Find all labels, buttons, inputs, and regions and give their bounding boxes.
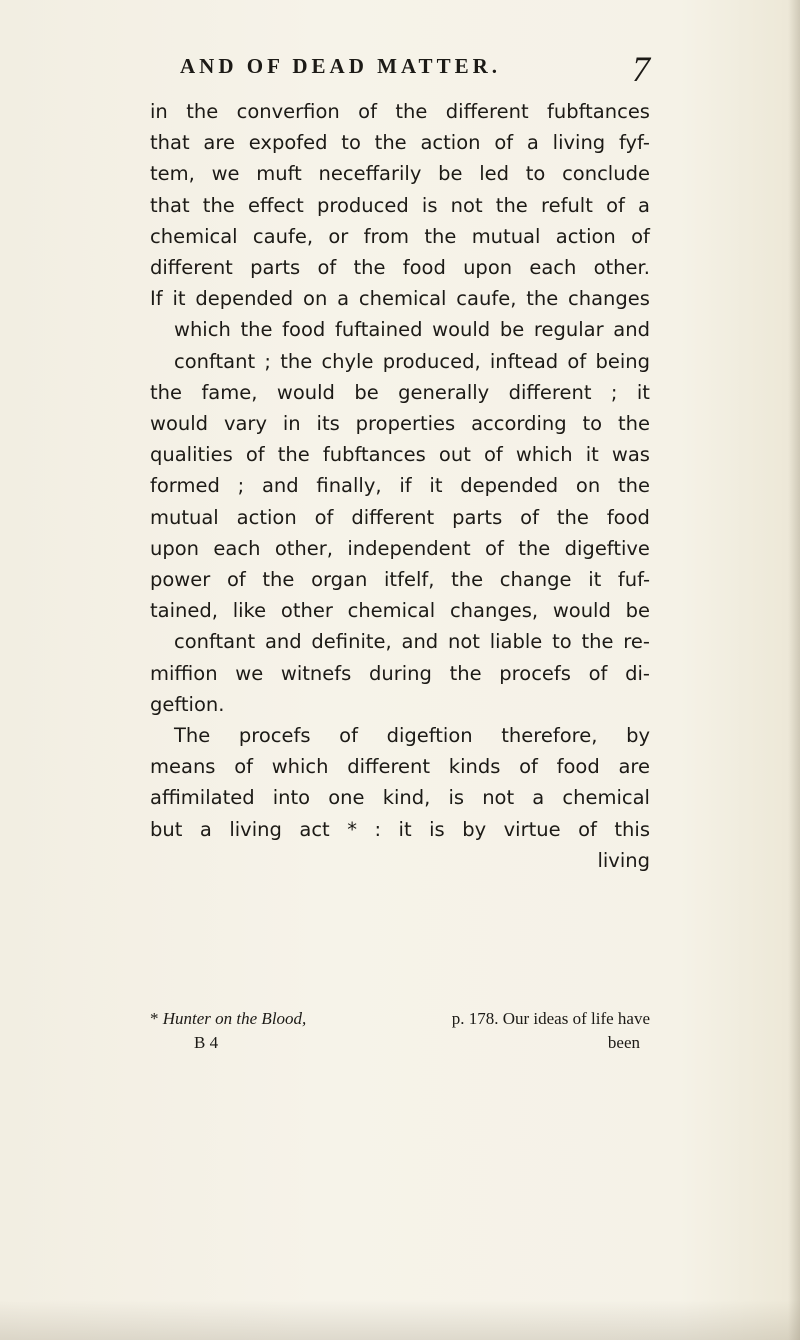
word: If xyxy=(150,287,163,311)
word: and xyxy=(261,474,299,498)
word: being xyxy=(595,349,650,373)
catchword-line xyxy=(150,845,650,876)
word: fame, xyxy=(201,380,258,404)
word: changes xyxy=(568,287,650,311)
word: muft xyxy=(256,162,302,186)
word: food xyxy=(556,755,600,779)
word: to xyxy=(341,131,361,155)
word: and xyxy=(264,630,302,654)
text-line xyxy=(150,408,650,439)
catchword: been xyxy=(607,1033,640,1052)
word: power xyxy=(150,568,211,592)
word: the xyxy=(617,412,650,436)
word: fyf- xyxy=(618,131,650,155)
word: led xyxy=(479,162,510,186)
word: procefs xyxy=(499,661,571,685)
page-header xyxy=(150,49,650,92)
word: act xyxy=(299,817,330,841)
word: chemical xyxy=(358,287,447,311)
word: be xyxy=(625,599,650,623)
word: which xyxy=(174,318,231,342)
word: independent xyxy=(347,536,471,560)
word: the xyxy=(374,131,407,155)
word: we xyxy=(235,661,264,685)
word: a xyxy=(337,287,350,311)
word: each xyxy=(529,256,577,280)
word: which xyxy=(271,755,329,779)
word: would xyxy=(150,412,209,436)
word: into xyxy=(272,786,311,810)
word: and xyxy=(613,318,650,342)
word: of xyxy=(494,131,514,155)
text-line xyxy=(150,158,650,189)
word: caufe, xyxy=(456,287,517,311)
word: if xyxy=(399,474,412,498)
word: the xyxy=(186,100,219,123)
word: we xyxy=(211,162,240,186)
word: living xyxy=(552,131,606,155)
word: the xyxy=(518,536,551,560)
word: itfelf, xyxy=(384,568,435,592)
text-line xyxy=(150,377,650,408)
word: fuf- xyxy=(617,568,650,592)
word: therefore, xyxy=(501,724,598,748)
word: caufe, xyxy=(252,224,314,248)
word: the xyxy=(495,193,528,217)
word: by xyxy=(462,817,487,841)
word: * xyxy=(347,817,357,841)
word: of xyxy=(606,193,625,217)
word: that xyxy=(150,131,190,155)
text-line xyxy=(150,595,650,626)
word: a xyxy=(532,786,545,810)
word: action xyxy=(236,505,297,529)
word: qualities xyxy=(150,443,233,467)
word: and xyxy=(401,630,439,654)
word: are xyxy=(203,131,235,155)
page-number: 7 xyxy=(632,49,650,89)
text-line xyxy=(150,190,650,221)
word: to xyxy=(552,630,572,654)
word: refult xyxy=(541,193,593,217)
word: of xyxy=(483,443,503,467)
text-line xyxy=(150,470,650,501)
text-line xyxy=(150,502,650,533)
word: of xyxy=(234,755,253,779)
word: in xyxy=(150,100,168,123)
word: living xyxy=(229,817,282,841)
word: ; xyxy=(237,474,245,498)
word: depended xyxy=(460,474,559,498)
word: other, xyxy=(274,536,333,560)
word: witnefs xyxy=(280,661,352,685)
word: liable xyxy=(489,630,543,654)
word: this xyxy=(614,817,650,841)
text-line xyxy=(150,127,650,158)
word: a xyxy=(199,817,212,841)
word: one xyxy=(328,786,365,810)
word: re- xyxy=(623,630,650,654)
signature-mark: B 4 xyxy=(194,1033,219,1052)
word: digeftion xyxy=(386,724,473,748)
word: affimilated xyxy=(150,786,255,810)
word: expofed xyxy=(248,131,328,155)
word: the xyxy=(581,630,614,654)
word: the xyxy=(262,568,295,592)
word: the xyxy=(617,474,650,498)
word: the xyxy=(277,443,310,467)
word: of xyxy=(567,349,587,373)
word: of xyxy=(588,661,608,685)
text-line xyxy=(150,814,650,845)
word: the xyxy=(353,256,386,280)
word: different xyxy=(508,380,592,404)
text-line xyxy=(150,96,650,127)
footnote-source: Hunter on the Blood, xyxy=(162,1009,307,1028)
word: chyle xyxy=(321,349,374,373)
word: but xyxy=(150,817,183,841)
word: upon xyxy=(463,256,513,280)
word: would xyxy=(432,318,491,342)
word: different xyxy=(150,256,233,280)
word: action xyxy=(555,224,616,248)
word: the xyxy=(449,661,482,685)
word: action xyxy=(420,131,481,155)
word: be xyxy=(354,380,379,404)
word: tem, xyxy=(150,162,195,186)
text-line xyxy=(150,658,650,689)
word: the xyxy=(240,318,273,342)
word: a xyxy=(526,131,539,155)
word: different xyxy=(445,100,529,123)
word: fubftances xyxy=(322,443,426,467)
footnote xyxy=(150,1007,650,1055)
text-line xyxy=(150,439,650,470)
running-head: AND OF DEAD MATTER. xyxy=(180,54,501,78)
word: not xyxy=(482,786,515,810)
word: effect xyxy=(248,193,304,217)
word: of xyxy=(520,505,539,529)
text-line xyxy=(150,751,650,782)
word: kinds xyxy=(448,755,501,779)
word: vary xyxy=(223,412,267,436)
word: produced, xyxy=(382,349,481,373)
word: it xyxy=(588,568,602,592)
word: of xyxy=(631,224,650,248)
word: the xyxy=(451,568,484,592)
word: not xyxy=(447,630,480,654)
word: it xyxy=(429,474,443,498)
text-line xyxy=(150,626,650,657)
word: the xyxy=(150,380,183,404)
word: on xyxy=(303,287,328,311)
word: converfion xyxy=(236,100,340,123)
word: be xyxy=(499,318,525,342)
word: not xyxy=(450,193,483,217)
word: be xyxy=(438,162,463,186)
word: on xyxy=(575,474,601,498)
word: organ xyxy=(311,568,368,592)
text-line xyxy=(150,564,650,595)
word: the xyxy=(526,287,559,311)
text-line xyxy=(150,720,650,751)
word: chemical xyxy=(347,599,436,623)
word: ; xyxy=(610,380,618,404)
word: the xyxy=(395,100,428,123)
text-line xyxy=(150,782,650,813)
word: upon xyxy=(150,536,200,560)
word: food xyxy=(402,256,446,280)
word: chemical xyxy=(562,786,650,810)
word: digeftive xyxy=(564,536,650,560)
word: it xyxy=(172,287,186,311)
word: was xyxy=(611,443,650,467)
word: other xyxy=(280,599,333,623)
word: out xyxy=(438,443,471,467)
line-text: living xyxy=(597,848,650,872)
word: or xyxy=(328,224,349,248)
word: it xyxy=(636,380,650,404)
word: di- xyxy=(625,661,650,685)
word: of xyxy=(314,505,334,529)
word: virtue xyxy=(503,817,561,841)
body-text xyxy=(150,96,650,876)
word: inftead xyxy=(489,349,559,373)
word: tained, xyxy=(150,599,218,623)
word: depended xyxy=(195,287,294,311)
page-edge-shadow xyxy=(788,0,800,1340)
word: like xyxy=(232,599,267,623)
footnote-line xyxy=(150,1007,650,1031)
word: the xyxy=(556,505,589,529)
word: conftant xyxy=(174,349,256,373)
text-line xyxy=(150,221,650,252)
word: parts xyxy=(452,505,503,529)
footnote-text: p. 178. Our ideas of life have xyxy=(451,1009,650,1028)
word: to xyxy=(525,162,546,186)
text-line xyxy=(150,346,650,377)
word: mutual xyxy=(150,505,219,529)
word: produced xyxy=(316,193,409,217)
word: conclude xyxy=(562,162,650,186)
word: the xyxy=(280,349,313,373)
word: by xyxy=(626,724,650,748)
word: conftant xyxy=(174,630,256,654)
word: of xyxy=(485,536,504,560)
word: procefs xyxy=(238,724,311,748)
word: is xyxy=(421,193,438,217)
word: to xyxy=(582,412,603,436)
word: in xyxy=(282,412,301,436)
word: different xyxy=(347,755,431,779)
word: formed xyxy=(150,474,220,498)
word: properties xyxy=(355,412,456,436)
word: different xyxy=(351,505,435,529)
word: parts xyxy=(250,256,301,280)
word: would xyxy=(552,599,611,623)
word: from xyxy=(363,224,410,248)
word: its xyxy=(316,412,340,436)
page-bottom-stain xyxy=(0,1300,800,1340)
footnote-marker: * xyxy=(150,1009,159,1028)
word: it xyxy=(585,443,599,467)
word: that xyxy=(150,193,190,217)
word: neceffarily xyxy=(318,162,422,186)
word: of xyxy=(578,817,597,841)
text-line xyxy=(150,314,650,345)
word: means xyxy=(150,755,216,779)
word: is xyxy=(429,817,445,841)
word: other. xyxy=(593,256,650,280)
text-line xyxy=(150,283,650,314)
word: changes, xyxy=(449,599,539,623)
word: fuftained xyxy=(334,318,423,342)
word: fubftances xyxy=(547,100,650,123)
word: of xyxy=(317,256,337,280)
word: The xyxy=(174,724,211,748)
word: the xyxy=(202,193,235,217)
word: regular xyxy=(533,318,604,342)
word: are xyxy=(618,755,650,779)
word: definite, xyxy=(311,630,392,654)
word: each xyxy=(213,536,261,560)
text-line xyxy=(150,533,650,564)
word: of xyxy=(245,443,265,467)
word: mutual xyxy=(471,224,541,248)
word: finally, xyxy=(316,474,382,498)
word: during xyxy=(368,661,432,685)
word: of xyxy=(339,724,358,748)
word: : xyxy=(374,817,382,841)
word: of xyxy=(358,100,377,123)
word: of xyxy=(519,755,538,779)
word: it xyxy=(398,817,412,841)
word: generally xyxy=(398,380,490,404)
word: the xyxy=(424,224,457,248)
word: ; xyxy=(264,349,271,373)
word: change xyxy=(499,568,572,592)
word: is xyxy=(448,786,465,810)
word: which xyxy=(515,443,573,467)
word: chemical xyxy=(150,224,238,248)
signature-line xyxy=(150,1031,650,1055)
word: a xyxy=(638,193,650,217)
word: of xyxy=(226,568,246,592)
word: food xyxy=(282,318,326,342)
word: according xyxy=(471,412,567,436)
word: kind, xyxy=(382,786,431,810)
text-line xyxy=(150,252,650,283)
line-text: geftion. xyxy=(150,692,225,716)
word: miffion xyxy=(150,661,218,685)
word: would xyxy=(276,380,335,404)
word: food xyxy=(606,505,650,529)
text-line xyxy=(150,689,650,720)
